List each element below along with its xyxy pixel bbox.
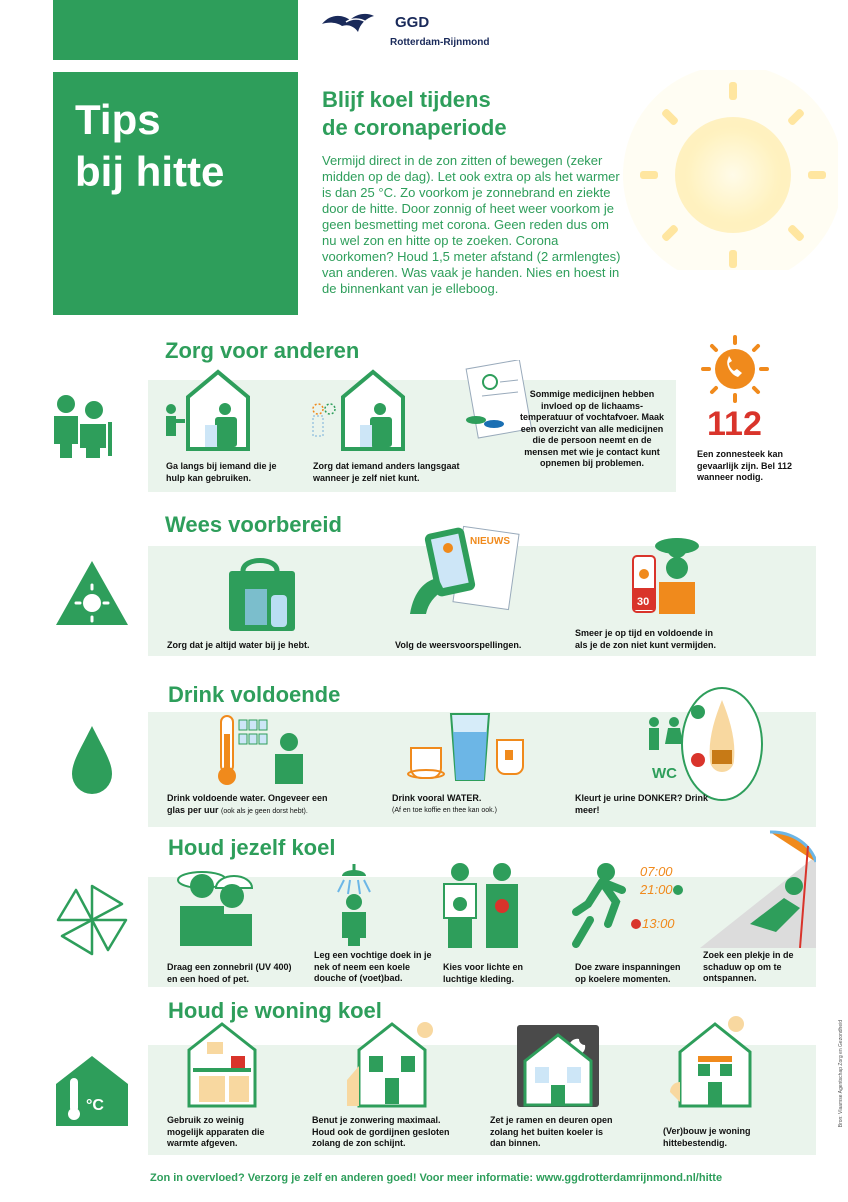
temp-label: °C xyxy=(86,1097,104,1114)
caption-appliances: Gebruik zo weinig mogelijk apparaten die warmte afgeven. xyxy=(167,1115,265,1148)
caption-sunscreen: Smeer je op tijd en voldoende in als je de zon niet kunt vermijden. xyxy=(575,628,717,650)
shaded-house-icon xyxy=(345,1020,435,1110)
brand-region: Rotterdam-Rijnmond xyxy=(390,37,490,48)
sun-icon xyxy=(618,70,838,270)
caption-water: Zorg dat je altijd water bij je hebt. xyxy=(167,640,310,650)
caption-forecast: Volg de weersvoorspellingen. xyxy=(395,640,522,650)
weather-forecast-icon xyxy=(400,520,520,620)
time-noon: 13:00 xyxy=(642,916,675,931)
fan-icon xyxy=(52,880,132,960)
appliance-house-icon xyxy=(185,1020,260,1110)
hero-title-line2: bij hitte xyxy=(75,148,225,195)
water-drop-icon xyxy=(52,720,132,800)
night-window-house-icon xyxy=(517,1025,599,1107)
intro-text: Vermijd direct in de zon zitten of bewegen (zeker midden op de dag). Let ook extra op als het warmer is dan 25 °C. Zo voorkom je zonnebrand en ziekte door de hitte. Door zonnig of heet weer voorkom je geen besmetting met corona. Geen reden dus om nu wel zon en hitte op te zoeken. Corona voorkomen? Houd 1,5 meter afstand (2 armlengtes) van anderen. Was vaak je handen. Nies en hoest in de binnenkant van je elleboog. xyxy=(322,153,621,296)
section-title-drink: Drink voldoende xyxy=(168,682,341,707)
section-title-voorbereid: Wees voorbereid xyxy=(165,512,342,537)
caption-visit: Ga langs bij iemand die je hulp kan gebruiken. xyxy=(166,461,277,483)
caption-medicine: Sommige medicijnen hebben invloed op de lichaams-temperatuur of vochtafvoer. Maak een overzicht van alle medicijnen die de persoon neemt en de mensen met wie je contact kunt opnemen bij problemen. xyxy=(519,389,665,468)
caption-exercise: Doe zware inspanningen op koelere momenten. xyxy=(575,962,681,984)
house-visit-icon xyxy=(163,367,253,452)
top-green-bar xyxy=(53,0,298,60)
time-morning: 07:00 xyxy=(640,864,673,879)
toilet-urine-icon xyxy=(640,680,770,810)
running-clock-icon xyxy=(570,860,690,950)
source-note: Bron: Vlaamse Agentschap Zorg en Gezondheid xyxy=(838,1020,844,1128)
house-other-visit-icon xyxy=(308,367,408,452)
caption-urine: Kleurt je urine DONKER? Drink meer! xyxy=(575,793,709,815)
ggd-bird-icon xyxy=(320,10,390,38)
shade-umbrella-icon xyxy=(700,828,816,948)
caption-sunscreens: Benut je zonwering maximaal. Houd ook de gordijnen gesloten zolang de zon schijnt. xyxy=(312,1115,450,1148)
subtitle-line1: Blijf koel tijdens xyxy=(322,87,491,112)
drinks-icon xyxy=(405,710,535,785)
section-title-koel: Houd jezelf koel xyxy=(168,835,336,860)
subtitle-line2: de coronaperiode xyxy=(322,115,507,140)
heat-proof-house-icon xyxy=(670,1012,760,1108)
house-thermometer-icon xyxy=(52,1050,132,1130)
subtitle xyxy=(322,86,582,142)
caption-clothing: Kies voor lichte en luchtige kleding. xyxy=(443,962,524,984)
phone-sun-icon xyxy=(695,333,775,403)
caption-ventilate: Zet je ramen en deuren open zolang het buiten koeler is dan binnen. xyxy=(490,1115,613,1148)
spf-label: 30 xyxy=(637,596,650,608)
caption-other-visit: Zorg dat iemand anders langsgaat wanneer je zelf niet kunt. xyxy=(313,461,460,483)
warning-sun-icon xyxy=(52,555,132,635)
brand-name: GGD xyxy=(395,14,430,31)
caption-drink-mostly-water-note: (Af en toe koffie en thee kan ook.) xyxy=(392,806,497,814)
hero-title xyxy=(75,94,224,198)
caption-drink-water-main: Drink voldoende water. Ongeveer een glas per uur xyxy=(167,793,328,815)
clothing-icon xyxy=(440,860,525,950)
wc-label: WC xyxy=(652,765,677,782)
ggd-logo xyxy=(320,10,520,50)
section-title-woning: Houd je woning koel xyxy=(168,998,382,1023)
caption-drink-mostly-water xyxy=(392,793,542,816)
caption-shade: Zoek een plekje in de schaduw op om te ontspannen. xyxy=(703,950,794,983)
shower-icon xyxy=(320,862,390,947)
hero-block xyxy=(53,72,298,315)
emergency-number: 112 xyxy=(707,405,762,443)
thermometer-glasses-icon xyxy=(213,712,308,787)
footer-info: Zon in overvloed? Verzorg je zelf en anderen goed! Voor meer informatie: www.ggdrotterdamrijnmond.nl/hitte xyxy=(150,1172,723,1184)
caption-shower: Leg een vochtige doek in je nek of neem een koele douche of (voet)bad. xyxy=(314,950,432,983)
hat-sunglasses-icon xyxy=(172,862,257,947)
caption-hat: Draag een zonnebril (UV 400) en een hoed of pet. xyxy=(167,962,292,984)
section-title-zorg: Zorg voor anderen xyxy=(165,338,360,363)
sunscreen-icon xyxy=(625,530,720,620)
caption-drink-water xyxy=(167,793,337,817)
caption-heatproof: (Ver)bouw je woning hittebestendig. xyxy=(663,1126,751,1148)
time-evening: 21:00 xyxy=(640,882,673,897)
hero-title-line1: Tips xyxy=(75,96,161,143)
caregiver-icon xyxy=(50,392,130,472)
caption-112: Een zonnesteek kan gevaarlijk zijn. Bel 112 wanneer nodig. xyxy=(697,449,793,482)
svg-text:NIEUWS: NIEUWS xyxy=(470,536,510,547)
water-bag-icon xyxy=(225,555,305,635)
caption-drink-water-note: (ook als je geen dorst hebt). xyxy=(221,807,308,815)
caption-drink-mostly-water-main: Drink vooral WATER. xyxy=(392,793,482,803)
